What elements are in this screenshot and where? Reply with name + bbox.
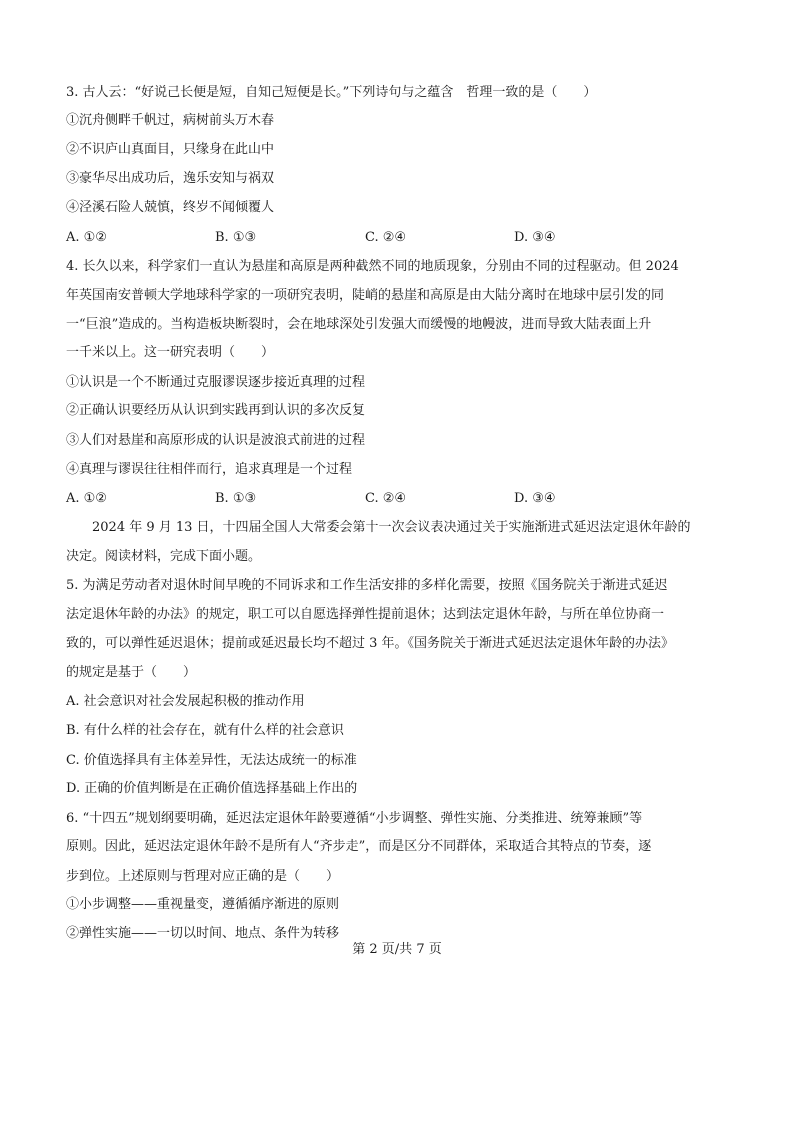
q4-option-a: A. ①② (66, 491, 107, 506)
q4-stem-line-3: 一“巨浪”造成的。当构造板块断裂时，会在地球深处引发强大而缓慢的地幔波，进而导致大陆表面上升 (66, 317, 652, 332)
q3-option-c: C. ②④ (365, 230, 407, 245)
q4-option-b: B. ①③ (215, 491, 257, 506)
q3-option-d: D. ③④ (514, 230, 556, 245)
q6-item-1: ①小步调整——重视量变，遵循循序渐进的原则 (66, 897, 340, 912)
q5-option-a: A. 社会意识对社会发展起积极的推动作用 (66, 694, 305, 709)
page-footer: 第 2 页/共 7 页 (352, 942, 442, 957)
q5-stem-line-3: 致的，可以弹性延迟退休；提前或延迟最长均不超过 3 年。《国务院关于渐进式延迟法定退休年龄的办法》 (66, 636, 675, 651)
q4-item-1: ①认识是一个不断通过克服谬误逐步接近真理的过程 (66, 375, 366, 390)
q5-stem-line-1: 5. 为满足劳动者对退休时间早晚的不同诉求和工作生活安排的多样化需要，按照《国务院关于渐进式延迟 (66, 578, 668, 593)
material-line-2: 决定。阅读材料，完成下面小题。 (66, 549, 262, 564)
q3-option-a: A. ①② (66, 230, 107, 245)
q3-options (66, 229, 736, 247)
q4-stem-line-2: 年英国南安普顿大学地球科学家的一项研究表明，陡峭的悬崖和高原是由大陆分离时在地球中层引发的同 (66, 288, 665, 303)
q5-stem-line-4: 的规定是基于（ ） (66, 665, 197, 680)
q5-option-d: D. 正确的价值判断是在正确价值选择基础上作出的 (66, 781, 358, 796)
q5-option-b: B. 有什么样的社会存在，就有什么样的社会意识 (66, 723, 344, 738)
q4-options (66, 490, 736, 508)
q3-stem: 3. 古人云：“好说己长便是短，自知己短便是长。”下列诗句与之蕴含 哲理一致的是（ ） (66, 85, 597, 100)
q4-option-c: C. ②④ (365, 491, 407, 506)
q3-item-4: ④泾溪石险人兢慎，终岁不闻倾覆人 (66, 200, 275, 215)
q6-item-2: ②弹性实施——一切以时间、地点、条件为转移 (66, 926, 340, 941)
q3-item-3: ③豪华尽出成功后，逸乐安知与祸双 (66, 171, 275, 186)
q6-stem-line-2: 原则。因此，延迟法定退休年龄不是所有人“齐步走”，而是区分不同群体，采取适合其特点的节奏，逐 (66, 839, 652, 854)
q3-item-1: ①沉舟侧畔千帆过，病树前头万木春 (66, 113, 275, 128)
q6-stem-line-1: 6. “十四五”规划纲要明确，延迟法定退休年龄要遵循“小步调整、弹性实施、分类推进、统筹兼顾”等 (66, 811, 643, 826)
q4-item-4: ④真理与谬误往往相伴而行，追求真理是一个过程 (66, 462, 353, 477)
q5-stem-line-2: 法定退休年龄的办法》的规定，职工可以自愿选择弹性提前退休；达到法定退休年龄，与所在单位协商一 (66, 607, 665, 622)
q6-stem-line-3: 步到位。上述原则与哲理对应正确的是（ ） (66, 869, 340, 884)
q4-stem-line-1: 4. 长久以来，科学家们一直认为悬崖和高原是两种截然不同的地质现象，分别由不同的过程驱动。但 2024 (66, 259, 679, 274)
q5-option-c: C. 价值选择具有主体差异性，无法达成统一的标准 (66, 753, 357, 768)
q3-option-b: B. ①③ (215, 230, 257, 245)
q4-item-3: ③人们对悬崖和高原形成的认识是波浪式前进的过程 (66, 433, 366, 448)
q3-item-2: ②不识庐山真面目，只缘身在此山中 (66, 142, 275, 157)
q4-stem-line-4: 一千米以上。这一研究表明（ ） (66, 345, 275, 360)
q4-item-2: ②正确认识要经历从认识到实践再到认识的多次反复 (66, 403, 366, 418)
material-line-1: 2024 年 9 月 13 日，十四届全国人大常委会第十一次会议表决通过关于实施渐进式延迟法定退休年龄的 (92, 520, 691, 535)
q4-option-d: D. ③④ (514, 491, 556, 506)
